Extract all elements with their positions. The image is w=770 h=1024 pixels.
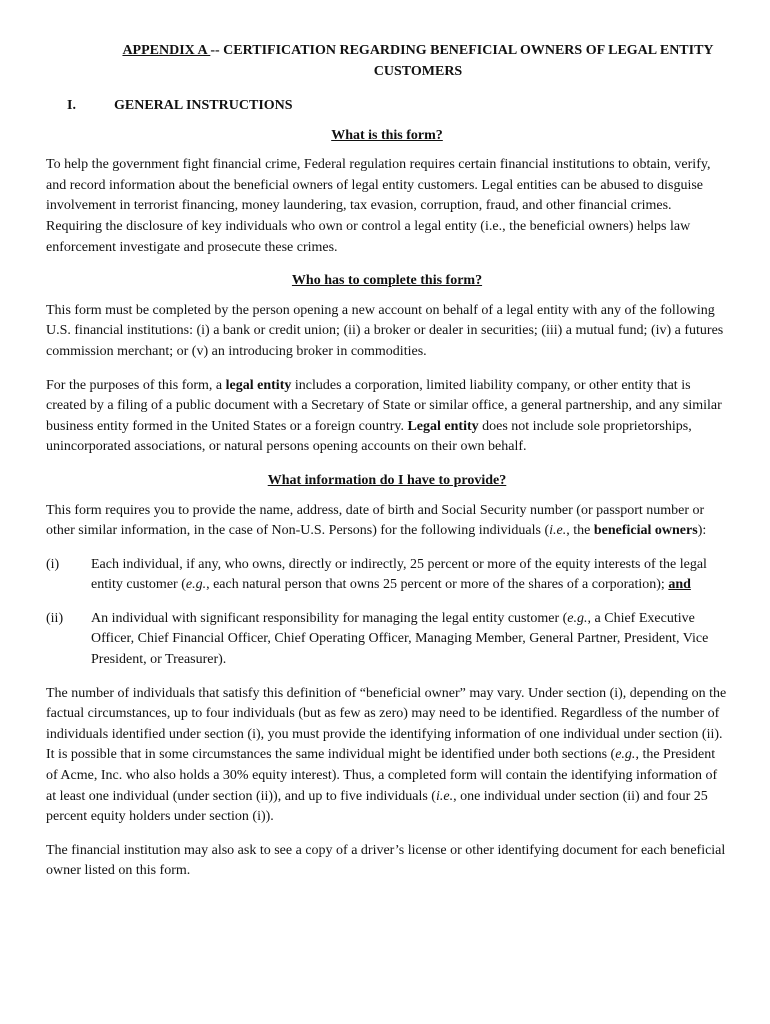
paragraph-information-intro: This form requires you to provide the name, address, date of birth and Social Security number (or passport number or other similar information, in the case of Non-U.S. Persons) for the following individuals (i.e., the beneficial owners): xyxy=(46,502,707,539)
paragraph-purpose: To help the government fight financial crime, Federal regulation requires certain financial institutions to obtain, verify, and record information about the beneficial owners of legal entity customers. Legal entities can be abused to disguise involvement in terrorist financing, money laundering, tax evasion, corruption, fraud, and other financial crimes. Requiring the disclosure of key individuals who own or control a legal entity (i.e., the beneficial owners) helps law enforcement investigate and prosecute these crimes. xyxy=(46,157,711,255)
paragraph-number-of-owners: The number of individuals that satisfy this definition of “beneficial owner” may vary. Under section (i), depending on the factual circumstances, up to four individuals (but as few as zero) may need to be identified. Regardless of the number of individuals identified under section (i), you must provide the identifying information of one individual under section (ii). It is possible that in some circumstances the same individual might be identified under both sections (e.g., the President of Acme, Inc. who also holds a 30% equity interest). Thus, a completed form will contain the identifying information of at least one individual (under section (ii)), and up to five individuals (i.e., one individual under section (ii) and four 25 percent equity holders under section (i)). xyxy=(46,685,727,825)
section-number: I. xyxy=(67,98,76,113)
paragraph-legal-entity-definition: For the purposes of this form, a legal entity includes a corporation, limited liability company, or other entity that is created by a filing of a public document with a Secretary of State or similar office, a general partnership, and any similar business entity formed in the United States or a foreign country. Legal entity does not include sole proprietorships, unincorporated associations, or natural persons opening accounts on their own behalf. xyxy=(46,377,722,455)
list-item-text: Each individual, if any, who owns, directly or indirectly, 25 percent or more of the equity interests of the legal entity customer (e.g., each natural person that owns 25 percent or more of the shares of a corporation); and xyxy=(91,556,707,593)
page-title xyxy=(116,40,728,82)
term-legal-entity-2: Legal entity xyxy=(407,418,479,434)
emphasis-and: and xyxy=(668,577,691,593)
list-item-text: An individual with significant responsibility for managing the legal entity customer (e.g., a Chief Executive Officer, Chief Financial Officer, Chief Operating Officer, Managing Member, General Partner, President, Vice President, or Treasurer). xyxy=(91,610,709,668)
list-item-marker: (i) xyxy=(46,556,60,572)
paragraph-identifying-document: The financial institution may also ask to see a copy of a driver’s license or other identifying document for each beneficial owner listed on this form. xyxy=(46,842,726,879)
subheading-who-completes: Who has to complete this form? xyxy=(291,273,483,289)
section-heading xyxy=(46,96,728,117)
term-legal-entity: legal entity xyxy=(225,377,292,393)
paragraph-who-completes: This form must be completed by the person opening a new account on behalf of a legal entity with any of the following U.S. financial institutions: (i) a bank or credit union; (ii) a broker or dealer in securities; (iii) a mutual fund; (iv) a futures commission merchant; or (v) an introducing broker in commodities. xyxy=(46,302,724,359)
subheading-what-information: What information do I have to provide? xyxy=(267,472,507,488)
term-beneficial-owners: beneficial owners xyxy=(593,523,698,539)
section-title: GENERAL INSTRUCTIONS xyxy=(114,98,293,113)
subheading-what-is-form: What is this form? xyxy=(331,127,443,143)
title-text: -- CERTIFICATION REGARDING BENEFICIAL OWNERS OF LEGAL ENTITY CUSTOMERS xyxy=(210,43,714,79)
title-appendix-label: APPENDIX A xyxy=(122,43,211,58)
list-item-marker: (ii) xyxy=(46,610,64,626)
list-item-equity-owners xyxy=(46,555,728,596)
list-item-control-person xyxy=(46,609,728,671)
